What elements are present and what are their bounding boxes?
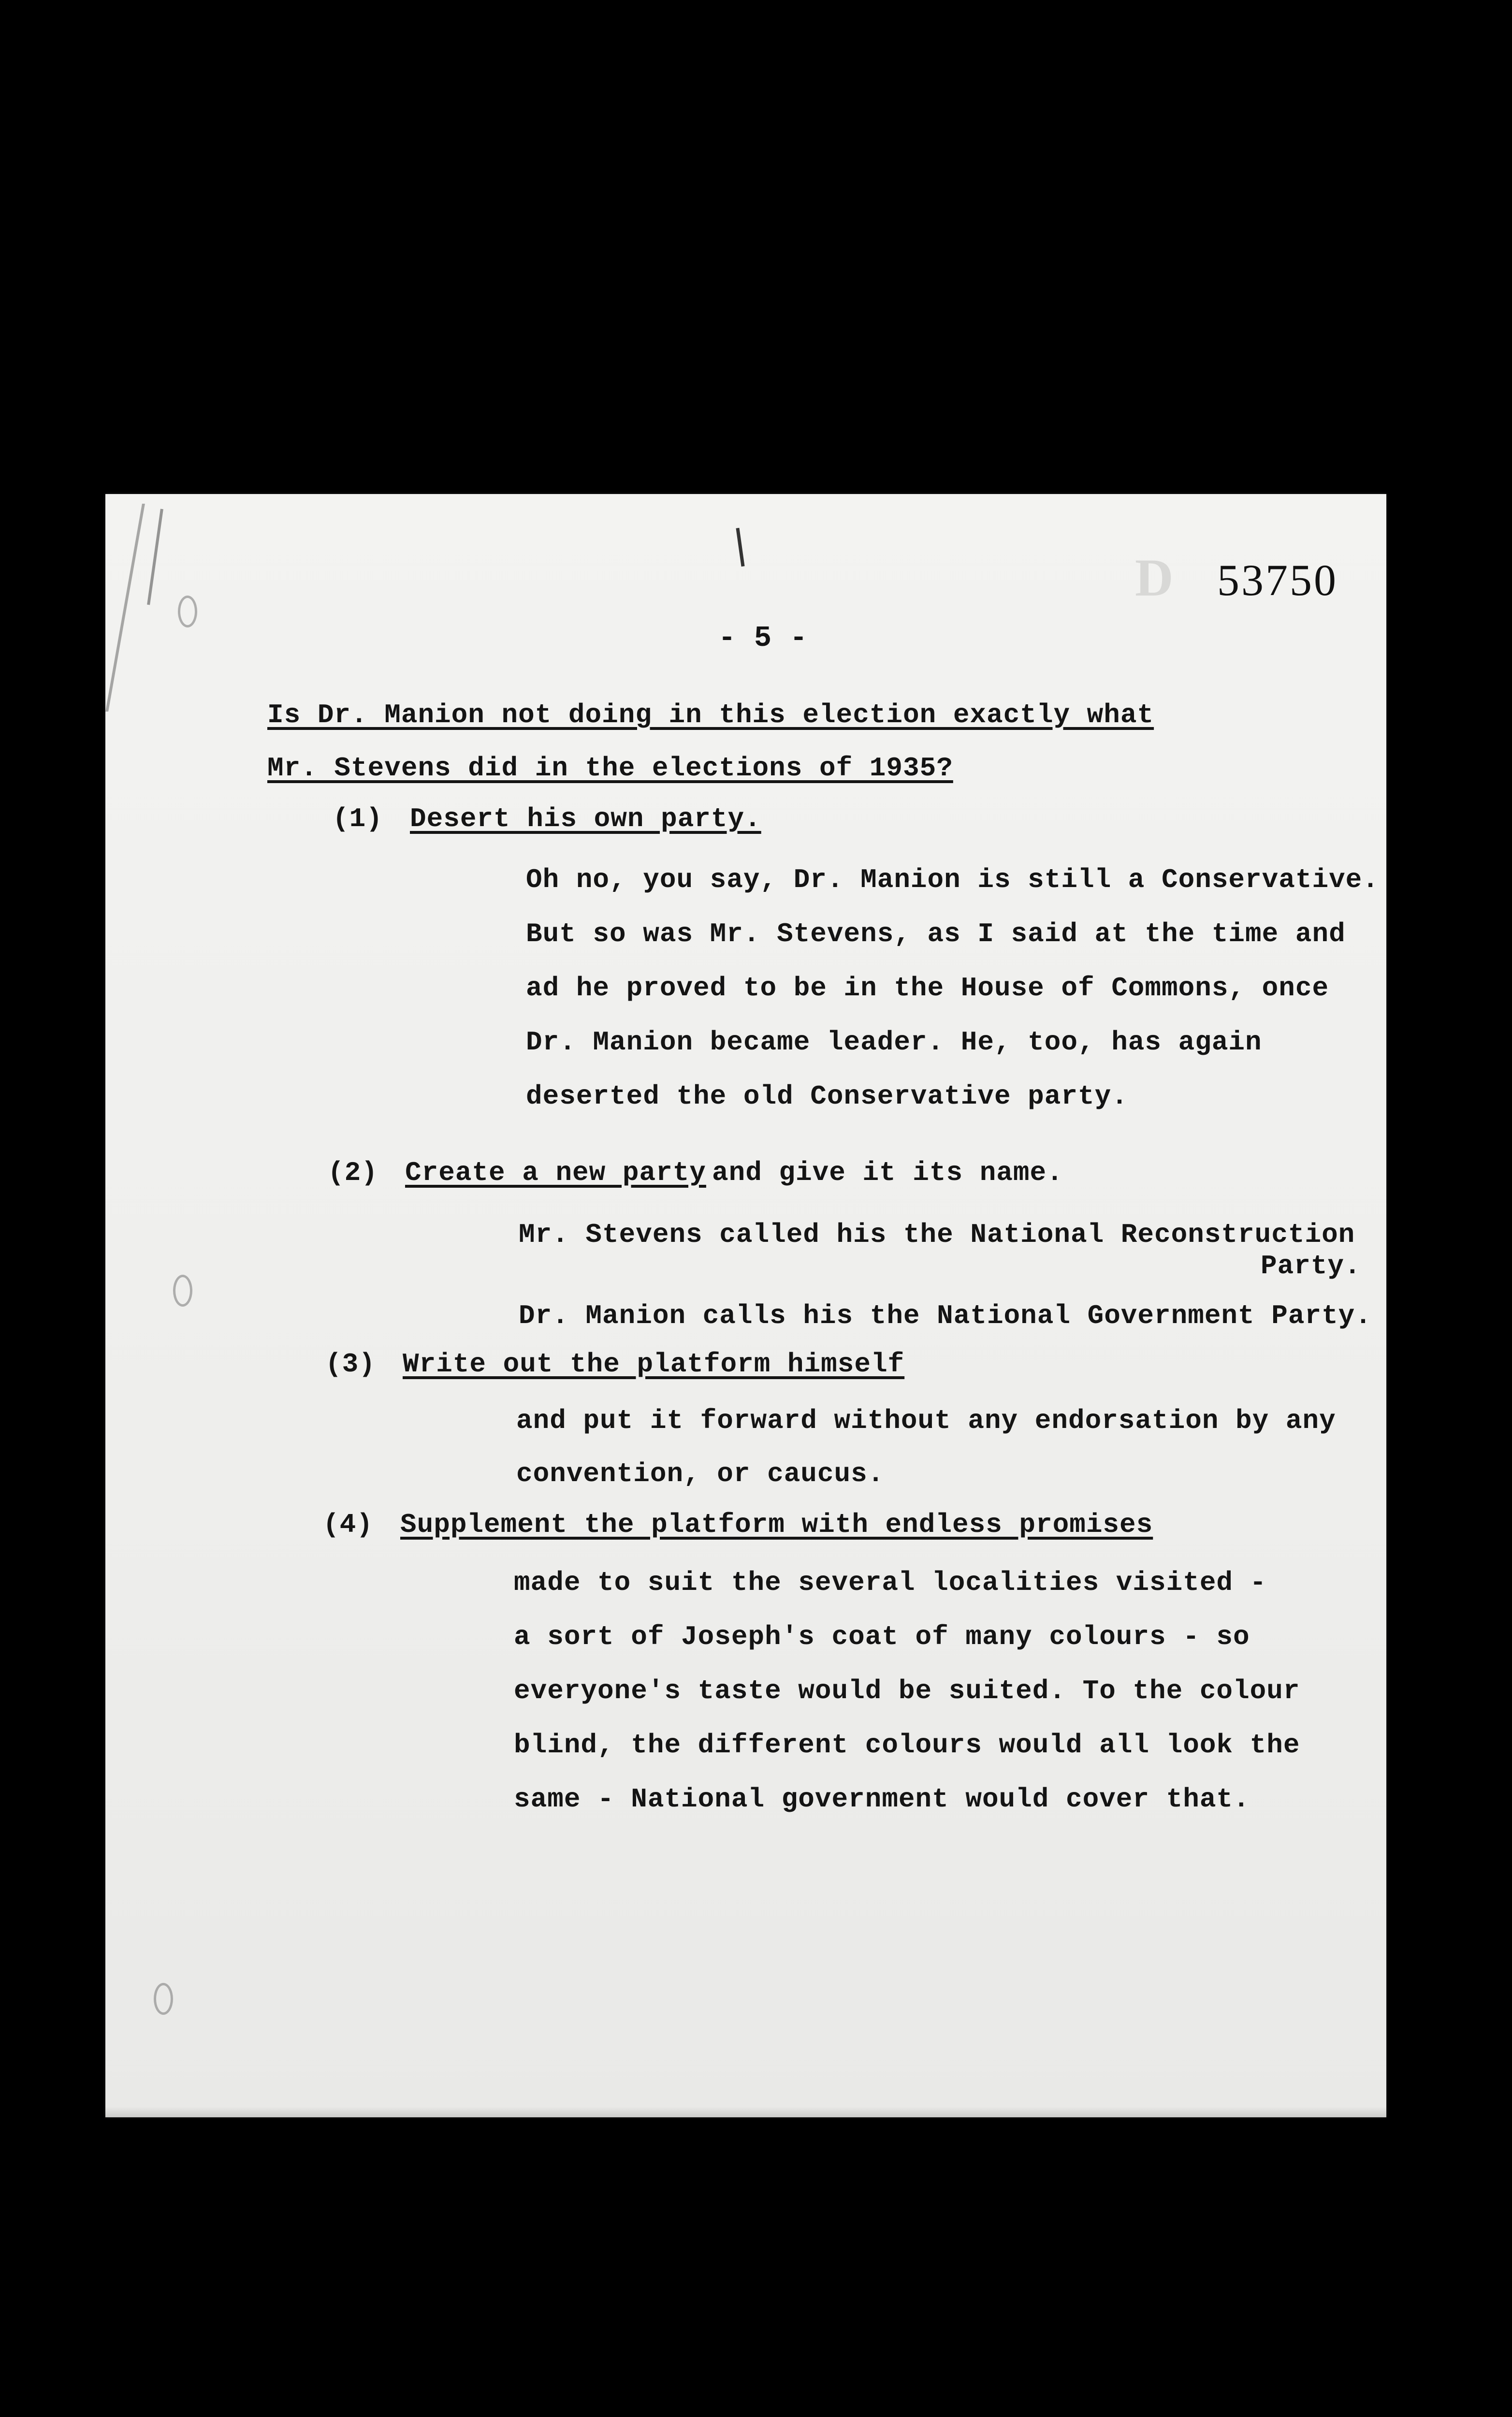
item-line: Dr. Manion calls his the National Government Party. (519, 1300, 1372, 1331)
item-line: Mr. Stevens called his the National Reconstruction (519, 1219, 1355, 1250)
page-number: - 5 - (718, 622, 808, 655)
item-title: Create a new party (405, 1157, 706, 1188)
heading-line-2: Mr. Stevens did in the elections of 1935? (267, 753, 953, 784)
item-line: and put it forward without any endorsation by any (516, 1405, 1336, 1436)
item-line: But so was Mr. Stevens, as I said at the time and (526, 918, 1346, 949)
punch-hole (178, 596, 197, 627)
item-number: (4) (323, 1509, 373, 1540)
item-line: deserted the old Conservative party. (526, 1081, 1128, 1112)
item-line: convention, or caucus. (516, 1458, 885, 1489)
item-number: (1) (333, 803, 383, 834)
item-line: Party. (1261, 1251, 1361, 1281)
archive-stamp-prefix: D (1135, 548, 1174, 607)
ink-tick-mark (736, 528, 744, 567)
item-line: Oh no, you say, Dr. Manion is still a Conservative. (526, 864, 1379, 895)
page-edge-shadow (105, 2107, 1386, 2117)
item-number: (3) (325, 1349, 376, 1380)
item-title-suffix: and give it its name. (712, 1157, 1063, 1188)
punch-hole (173, 1275, 192, 1307)
item-title: Supplement the platform with endless promises (400, 1509, 1153, 1540)
item-title: Write out the platform himself (403, 1349, 905, 1380)
item-line: ad he proved to be in the House of Commons, once (526, 973, 1329, 1004)
heading-line-1: Is Dr. Manion not doing in this election exactly what (267, 699, 1154, 730)
punch-hole (154, 1983, 173, 2015)
item-title: Desert his own party. (410, 803, 761, 834)
item-line: same - National government would cover that. (514, 1784, 1250, 1815)
item-line: Dr. Manion became leader. He, too, has again (526, 1027, 1262, 1058)
document-page (105, 494, 1386, 2117)
item-line: blind, the different colours would all look the (514, 1730, 1300, 1761)
item-line: everyone's taste would be suited. To the colour (514, 1675, 1300, 1706)
item-line: made to suit the several localities visited - (514, 1567, 1267, 1598)
item-line: a sort of Joseph's coat of many colours - so (514, 1621, 1250, 1652)
archive-stamp-number: 53750 (1217, 555, 1338, 605)
item-number: (2) (328, 1157, 378, 1188)
